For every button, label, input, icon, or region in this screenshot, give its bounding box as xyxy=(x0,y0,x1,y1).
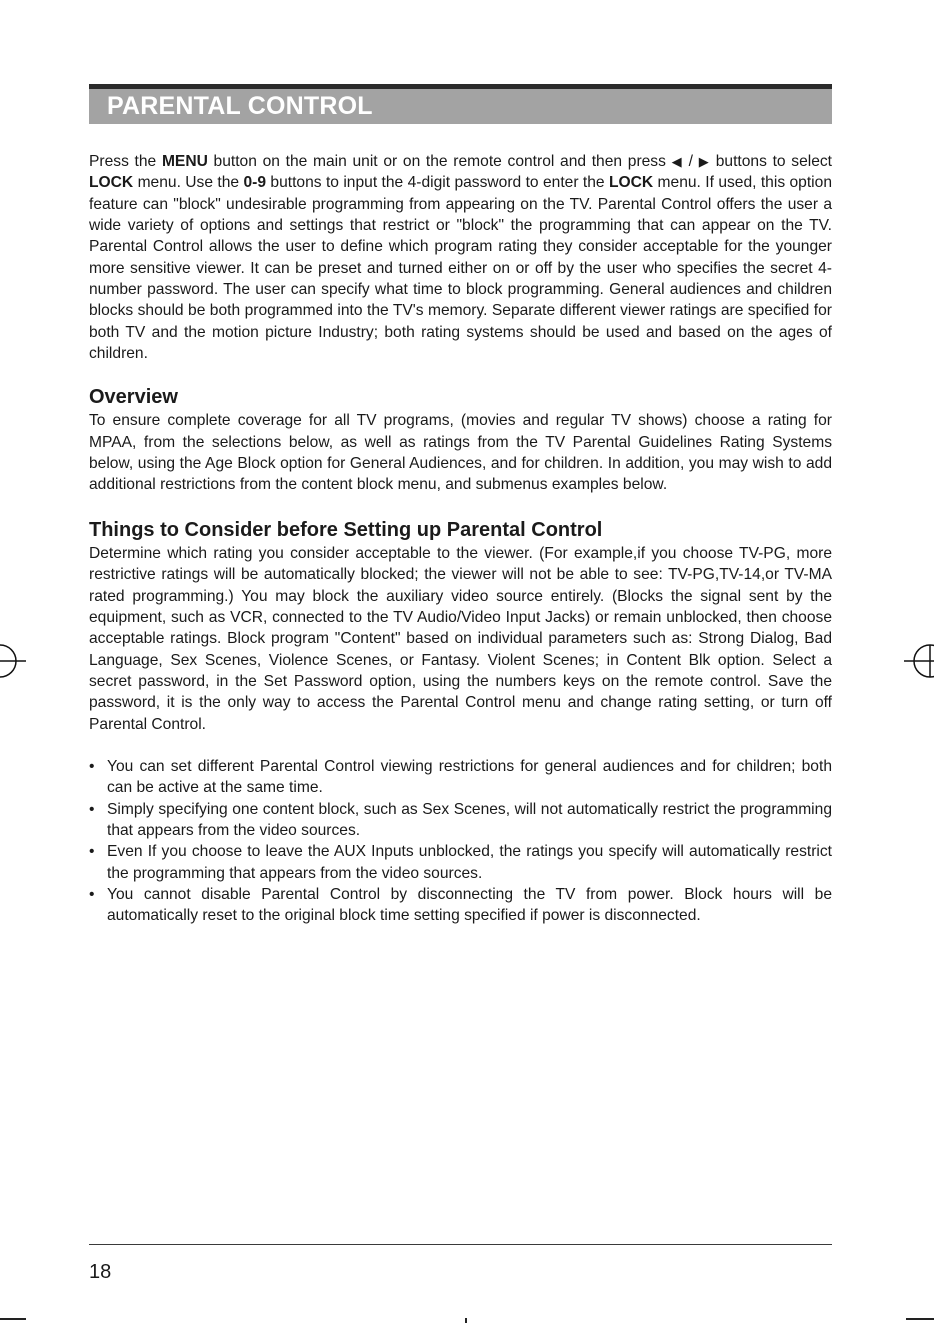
crop-mark xyxy=(0,1318,26,1320)
left-arrow-icon: ◀ xyxy=(671,154,683,169)
list-item xyxy=(89,841,832,884)
bullet-marker: • xyxy=(89,800,95,818)
intro-text: buttons to input the 4-digit password to enter the xyxy=(266,174,609,192)
registration-mark-icon xyxy=(0,641,26,681)
slash-separator: / xyxy=(682,153,699,170)
footer-divider xyxy=(89,1244,832,1245)
section-header-bar xyxy=(89,84,832,124)
menu-keyword: MENU xyxy=(161,153,208,170)
registration-mark-icon xyxy=(904,641,934,681)
intro-text: buttons to select xyxy=(710,153,833,170)
right-arrow-icon: ▶ xyxy=(698,154,711,169)
intro-text: Press the xyxy=(89,153,162,170)
things-to-consider-paragraph: Determine which rating you consider acceptable to the viewer. (For example,if you choose TV-PG, more restrictive ratings will be automatically blocked; the viewer will not be able to see: TV-PG,TV-14,or TV-MA rated programming.) You may block the auxiliary video source entirely. (Blocks the signal sent by the equipment, such as VCR, connected to the TV Audio/Video Input Jacks) or remain unblocked, then choose acceptable ratings. Block program "Content" based on individual parameters such as: Strong Dialog, Bad Language, Sex Scenes, Violence Scenes, or Fantasy. Violent Scenes; in Content Blk option. Select a secret password, in the Set Password option, using the numbers keys on the remote control. Save the password, it is the only way to access the Parental Control menu and change rating setting, or turn off Parental Control. xyxy=(89,544,832,733)
list-item-text: You cannot disable Parental Control by disconnecting the TV from power. Block hours will be automatically reset to the original block time setting specified if power is disconnected. xyxy=(107,885,832,925)
intro-text: button on the main unit or on the remote control and then press xyxy=(207,153,672,170)
notes-list xyxy=(89,756,832,927)
list-item-text: Simply specifying one content block, such as Sex Scenes, will not automatically restrict the programming that appears from the video sources. xyxy=(107,800,832,839)
bullet-marker: • xyxy=(89,757,95,775)
manual-page xyxy=(89,84,832,927)
page-title: PARENTAL CONTROL xyxy=(107,92,373,120)
list-item xyxy=(89,756,832,799)
list-item-text: You can set different Parental Control viewing restrictions for general audiences and for children; both can be active at the same time. xyxy=(107,757,832,797)
page-number: 18 xyxy=(89,1261,112,1283)
list-item xyxy=(89,884,832,927)
intro-text: menu. If used, this option feature can "block" undesirable programming from appearing on the TV. Parental Control offers the user a wide variety of options and settings that restrict or "block" the programming that can appear on the TV. Parental Control allows the user to define which program rating they consider acceptable for the younger more sensitive viewer. It can be preset and turned either on or off by the user who specifies the secret 4-number password. The user can specify what time to block programming. General audiences and children blocks should be both programmed into the TV's memory. Separate different viewer ratings are specified for both TV and the motion picture Industry; both rating systems should be used and based on the ages of children. xyxy=(89,174,832,363)
intro-paragraph xyxy=(89,151,832,364)
bullet-marker: • xyxy=(89,843,95,861)
bullet-marker: • xyxy=(89,885,95,903)
intro-text: menu. Use the xyxy=(133,174,244,192)
overview-paragraph: To ensure complete coverage for all TV programs, (movies and regular TV shows) choose a rating for MPAA, from the selections below, as well as ratings from the TV Parental Guidelines Rating Systems below, using the Age Block option for General Audiences, and for children. In addition, you may wish to add additional restrictions from the content block menu, and submenus examples below. xyxy=(89,412,832,494)
list-item-text: Even If you choose to leave the AUX Inputs unblocked, the ratings you specify will automatically restrict the programming that appears from the video sources. xyxy=(107,843,832,882)
overview-heading: Overview xyxy=(89,386,178,409)
crop-mark xyxy=(906,1318,934,1320)
list-item xyxy=(89,799,832,842)
lock-keyword: LOCK xyxy=(608,174,654,192)
things-to-consider-heading: Things to Consider before Setting up Parental Control xyxy=(89,518,603,541)
lock-keyword: LOCK xyxy=(89,174,134,192)
digits-keyword: 0-9 xyxy=(243,174,267,192)
crop-mark xyxy=(465,1318,467,1323)
